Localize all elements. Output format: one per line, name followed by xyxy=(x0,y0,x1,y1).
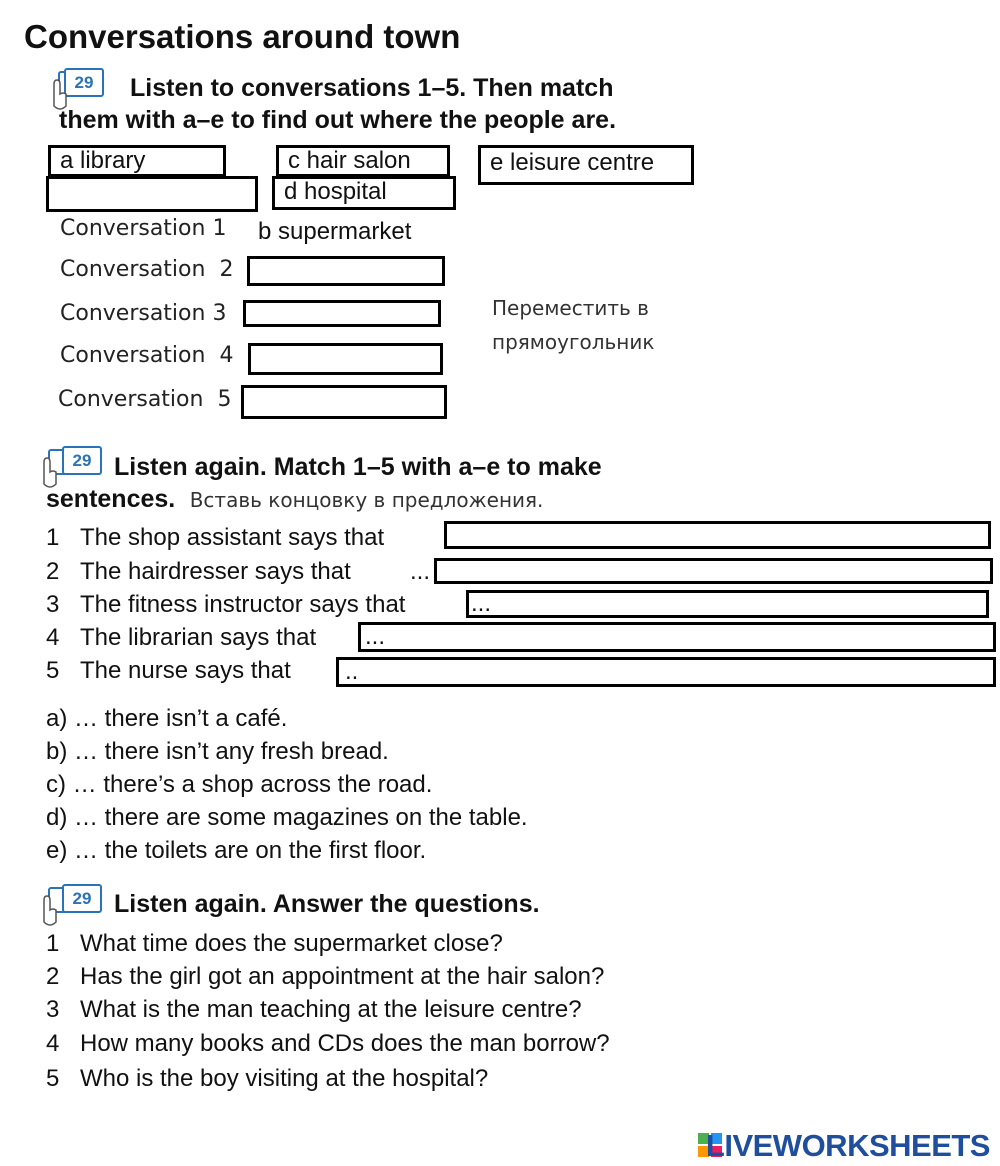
track-badge: 29 xyxy=(62,884,102,913)
exercise2-instruction-line2: sentences. Вставь концовку в предложения. xyxy=(46,485,544,513)
question-1: 1 What time does the supermarket close? xyxy=(46,930,503,957)
conversation-label-1: Conversation 1 xyxy=(60,216,227,241)
liveworksheets-logo[interactable]: LIVEWORKSHEETS xyxy=(705,1128,990,1163)
option-hospital[interactable]: d hospital xyxy=(272,176,456,210)
conversation-answer-1: b supermarket xyxy=(258,218,412,245)
sentence-drop-zone-4[interactable]: ... xyxy=(358,622,996,652)
sentence-drop-zone-5[interactable]: .. xyxy=(336,657,996,687)
conversation-drop-zone-5[interactable] xyxy=(241,385,447,419)
track-badge: 29 xyxy=(62,446,102,475)
exercise3-instruction: Listen again. Answer the questions. xyxy=(114,890,540,918)
ending-d[interactable]: d) … there are some magazines on the table. xyxy=(46,804,528,831)
ending-a[interactable]: a) … there isn’t a café. xyxy=(46,705,288,732)
sentence-5: 5 The nurse says that xyxy=(46,657,291,684)
sentence-3: 3 The fitness instructor says that xyxy=(46,591,406,618)
sentence-1: 1 The shop assistant says that xyxy=(46,524,385,551)
option-library[interactable]: a library xyxy=(48,145,226,177)
conversation-drop-zone-3[interactable] xyxy=(243,300,441,327)
question-5: 5 Who is the boy visiting at the hospital? xyxy=(46,1065,489,1092)
question-2: 2 Has the girl got an appointment at the hair salon? xyxy=(46,963,605,990)
option-hair-salon[interactable]: c hair salon xyxy=(276,145,450,177)
sentence-drop-zone-1[interactable] xyxy=(444,521,991,549)
empty-option-slot[interactable] xyxy=(46,176,258,212)
conversation-label-4: Conversation 4 xyxy=(60,343,234,368)
audio-play-button-3[interactable] xyxy=(34,884,104,934)
conversation-label-3: Conversation 3 xyxy=(60,301,227,326)
sentence-ellipsis-2: ... xyxy=(410,558,431,585)
drag-hint-line1: Переместить в xyxy=(492,296,649,320)
drag-hint-line2: прямоугольник xyxy=(492,330,655,354)
option-leisure-centre[interactable]: e leisure centre xyxy=(478,145,694,185)
page-title: Conversations around town xyxy=(24,18,461,55)
exercise1-instruction-line1: Listen to conversations 1–5. Then match xyxy=(130,74,614,102)
question-3: 3 What is the man teaching at the leisure centre? xyxy=(46,996,582,1023)
question-4: 4 How many books and CDs does the man borrow? xyxy=(46,1030,610,1057)
conversation-drop-zone-2[interactable] xyxy=(247,256,445,286)
ending-e[interactable]: e) … the toilets are on the first floor. xyxy=(46,837,427,864)
conversation-label-2: Conversation 2 xyxy=(60,257,234,282)
exercise2-instruction-line1: Listen again. Match 1–5 with a–e to make xyxy=(114,453,602,481)
exercise1-instruction-line2: them with a–e to find out where the people are. xyxy=(59,106,617,134)
sentence-4: 4 The librarian says that xyxy=(46,624,317,651)
sentence-drop-zone-3[interactable]: ... xyxy=(466,590,989,618)
sentence-2: 2 The hairdresser says that xyxy=(46,558,351,585)
ending-c[interactable]: c) … there’s a shop across the road. xyxy=(46,771,433,798)
pointer-hand-icon xyxy=(34,892,64,930)
track-badge: 29 xyxy=(64,68,104,97)
conversation-label-5: Conversation 5 xyxy=(58,387,232,412)
ending-b[interactable]: b) … there isn’t any fresh bread. xyxy=(46,738,389,765)
sentence-drop-zone-2[interactable] xyxy=(434,558,993,584)
conversation-drop-zone-4[interactable] xyxy=(248,343,443,375)
